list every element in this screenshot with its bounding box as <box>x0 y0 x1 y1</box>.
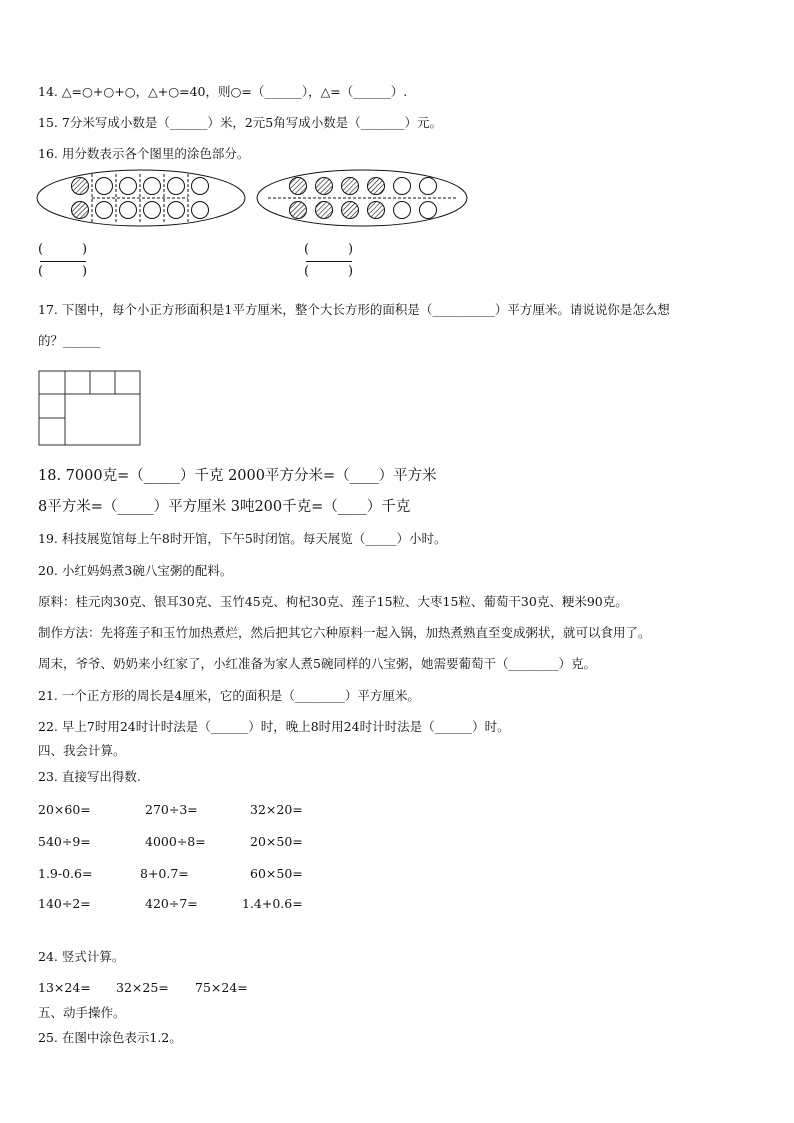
question-text: △=○+○+○，△+○=40，则○=（______），△=（______）. <box>61 84 408 99</box>
question-text: 早上7时用24时计时法是（______）时，晚上8时用24时计时法是（______）时。 <box>61 719 510 734</box>
question-number: 16. <box>38 146 58 161</box>
question-23 <box>38 769 141 785</box>
question-number: 21. <box>38 688 58 703</box>
empty-circle <box>144 178 161 195</box>
question-24 <box>38 949 124 965</box>
calc-item: 8+0.7= <box>140 866 189 881</box>
calc-item: 1.4+0.6= <box>242 896 303 911</box>
question-text: 竖式计算。 <box>61 949 125 964</box>
calc-item: 60×50= <box>250 866 303 881</box>
question-text: 小红妈妈煮3碗八宝粥的配料。 <box>61 563 233 578</box>
question-18 <box>38 468 437 484</box>
shaded-circle <box>290 202 307 219</box>
calc-item: 75×24= <box>195 980 248 995</box>
rectangle-grid-figure <box>38 370 142 448</box>
shaded-circle <box>342 202 359 219</box>
question-number: 19. <box>38 531 58 546</box>
question-number: 22. <box>38 719 58 734</box>
question-22 <box>38 719 510 735</box>
question-text: 科技展览馆每上午8时开馆，下午5时闭馆。每天展览（_____）小时。 <box>61 531 447 546</box>
question-number: 24. <box>38 949 58 964</box>
empty-circle <box>394 202 411 219</box>
calc-item: 20×50= <box>250 834 303 849</box>
fraction-answer-2[interactable]: ( ) ( ) <box>304 242 354 279</box>
calc-item: 270÷3= <box>145 802 198 817</box>
empty-circle <box>420 202 437 219</box>
empty-circle <box>120 202 137 219</box>
question-17 <box>38 302 670 318</box>
empty-circle <box>168 202 185 219</box>
question-number: 23. <box>38 769 58 784</box>
calc-item: 13×24= <box>38 980 91 995</box>
empty-circle <box>144 202 161 219</box>
empty-circle <box>394 178 411 195</box>
empty-circle <box>420 178 437 195</box>
fraction-figure-1 <box>36 168 246 228</box>
question-20-ask: 周末，爷爷、奶奶来小红家了，小红准备为家人煮5碗同样的八宝粥，她需要葡萄干（________）克。 <box>38 656 596 671</box>
question-number: 14. <box>38 84 58 99</box>
calc-item: 1.9-0.6= <box>38 866 93 881</box>
question-text: 的？______ <box>38 333 101 348</box>
shaded-circle <box>368 178 385 195</box>
shaded-circle <box>368 202 385 219</box>
calc-item: 4000÷8= <box>145 834 206 849</box>
shaded-circle <box>72 202 89 219</box>
method-text: 制作方法：先将莲子和玉竹加热煮烂，然后把其它六种原料一起入锅，加热煮熟直至变成粥状，就可以食用了。 <box>38 625 651 640</box>
question-text: 7000克=（_____）千克 2000平方分米=（____）平方米 <box>65 468 437 484</box>
calc-item: 20×60= <box>38 802 91 817</box>
calc-item: 420÷7= <box>145 896 198 911</box>
shaded-circle <box>316 202 333 219</box>
question-number: 15. <box>38 115 58 130</box>
question-20 <box>38 563 232 579</box>
calc-item: 32×20= <box>250 802 303 817</box>
question-21 <box>38 688 420 704</box>
empty-circle <box>120 178 137 195</box>
question-number: 18. <box>38 468 62 484</box>
empty-circle <box>192 202 209 219</box>
question-19 <box>38 531 447 547</box>
section-5-heading: 五、动手操作。 <box>38 1005 126 1020</box>
empty-circle <box>192 178 209 195</box>
question-number: 20. <box>38 563 58 578</box>
section-4-heading: 四、我会计算。 <box>38 743 126 758</box>
question-text: 一个正方形的周长是4厘米，它的面积是（________）平方厘米。 <box>61 688 420 703</box>
calc-item: 140÷2= <box>38 896 91 911</box>
shaded-circle <box>316 178 333 195</box>
shaded-circle <box>342 178 359 195</box>
question-16 <box>38 146 249 162</box>
question-text: 在图中涂色表示1.2。 <box>61 1030 182 1045</box>
question-25 <box>38 1030 182 1046</box>
question-18-line2 <box>38 499 410 515</box>
question-text: 直接写出得数. <box>61 769 141 784</box>
empty-circle <box>96 202 113 219</box>
question-text: 用分数表示各个图里的涂色部分。 <box>61 146 250 161</box>
shaded-circle <box>290 178 307 195</box>
calc-item: 540÷9= <box>38 834 91 849</box>
shaded-circle <box>72 178 89 195</box>
empty-circle <box>168 178 185 195</box>
question-15 <box>38 115 442 131</box>
empty-circle <box>96 178 113 195</box>
question-17-continued <box>38 333 101 349</box>
question-text: 下图中，每个小正方形面积是1平方厘米，整个大长方形的面积是（__________）平方厘米。请说说你是怎么想 <box>61 302 670 317</box>
question-number: 17. <box>38 302 58 317</box>
fraction-figure-2 <box>256 168 468 228</box>
question-text: 7分米写成小数是（______）米，2元5角写成小数是（_______）元。 <box>61 115 442 130</box>
fraction-answer-1[interactable]: ( ) ( ) <box>38 242 88 279</box>
calc-item: 32×25= <box>116 980 169 995</box>
question-text: 8平方米=（_____）平方厘米 3吨200千克=（____）千克 <box>38 499 411 515</box>
question-number: 25. <box>38 1030 58 1045</box>
ingredients-text: 原料：桂元肉30克、银耳30克、玉竹45克、枸杞30克、莲子15粒、大枣15粒、葡萄干30克、粳米90克。 <box>38 594 628 609</box>
question-14 <box>38 84 407 100</box>
